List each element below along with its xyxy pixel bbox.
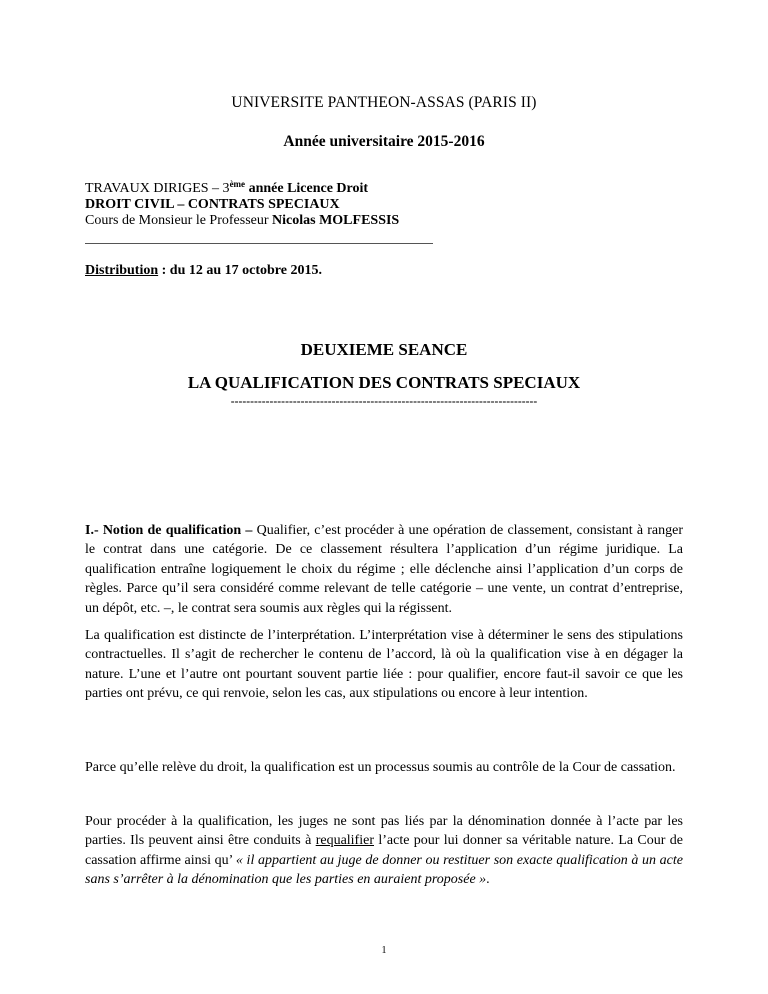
page-number: 1	[381, 945, 387, 956]
course-title: DROIT CIVIL – CONTRATS SPECIAUX	[85, 197, 340, 212]
td-line: TRAVAUX DIRIGES – 3ème année Licence Droit	[85, 179, 369, 196]
distribution-label: Distribution	[85, 263, 159, 278]
professor-line: Cours de Monsieur le Professeur Nicolas MOLFESSIS	[85, 213, 400, 228]
distribution-dates: Distribution : du 12 au 17 octobre 2015.	[85, 263, 322, 278]
session-subject: LA QUALIFICATION DES CONTRATS SPECIAUX	[187, 373, 581, 392]
paragraph-requalification: Pour procéder à la qualification, les juges ne sont pas liés par la dénomination donnée à l’acte par les parties. Ils peuvent ainsi être conduits à requalifier l’acte pour lui donner sa véritable nature. La Cour de cassation affirme ainsi qu’ « il appartient au juge de donner ou restituer son exacte qualification à un acte sans s’arrêter à la dénomination que les parties en auraient proposée ».	[85, 814, 683, 888]
dashed-separator: -------------------------------------------------------------------------------	[230, 396, 538, 408]
separator-line	[85, 243, 433, 244]
paragraph-interpretation: La qualification est distincte de l’interprétation. L’interprétation vise à déterminer le sens des stipulations contractuelles. Il s’agit de rechercher le contenu de l’accord, là où la qualification vise à en dégager la nature. L’une et l’autre ont pourtant souvent partie liée : pour qualifier, encore faut-il savoir ce que les parties ont prévu, ce qui renvoie, selon les cas, aux stipulations ou encore à leur intention.	[85, 628, 683, 702]
professor-name: Nicolas MOLFESSIS	[272, 213, 400, 228]
academic-year: Année universitaire 2015-2016	[283, 133, 485, 150]
session-title: DEUXIEME SEANCE	[300, 340, 468, 359]
university-name: UNIVERSITE PANTHEON-ASSAS (PARIS II)	[231, 94, 537, 111]
paragraph-qualification-notion: I.- Notion de qualification – Qualifier, c’est procéder à une opération de classement, consistant à ranger le contrat dans une catégorie. De ce classement résultera l’application d’un régime juridique. La qualification entraîne logiquement le choix du régime ; elle déclenche ainsi l’application d’un corps de règles. Parce qu’il sera considéré comme relevant de telle catégorie – une vente, un contrat d’entreprise, un dépôt, etc. –, le contrat sera soumis aux règles qui la régissent.	[85, 523, 683, 616]
course-info	[85, 181, 399, 229]
court-quote: « il appartient au juge de donner ou restituer son exacte qualification à un acte sans s’arrêter à la dénomination que les parties en auraient proposée »	[85, 852, 683, 888]
section-heading: I.- Notion de qualification –	[85, 523, 257, 538]
paragraph-cassation-control: Parce qu’elle relève du droit, la qualification est un processus soumis au contrôle de la Cour de cassation.	[85, 760, 676, 775]
requalifier-term: requalifier	[315, 833, 374, 849]
